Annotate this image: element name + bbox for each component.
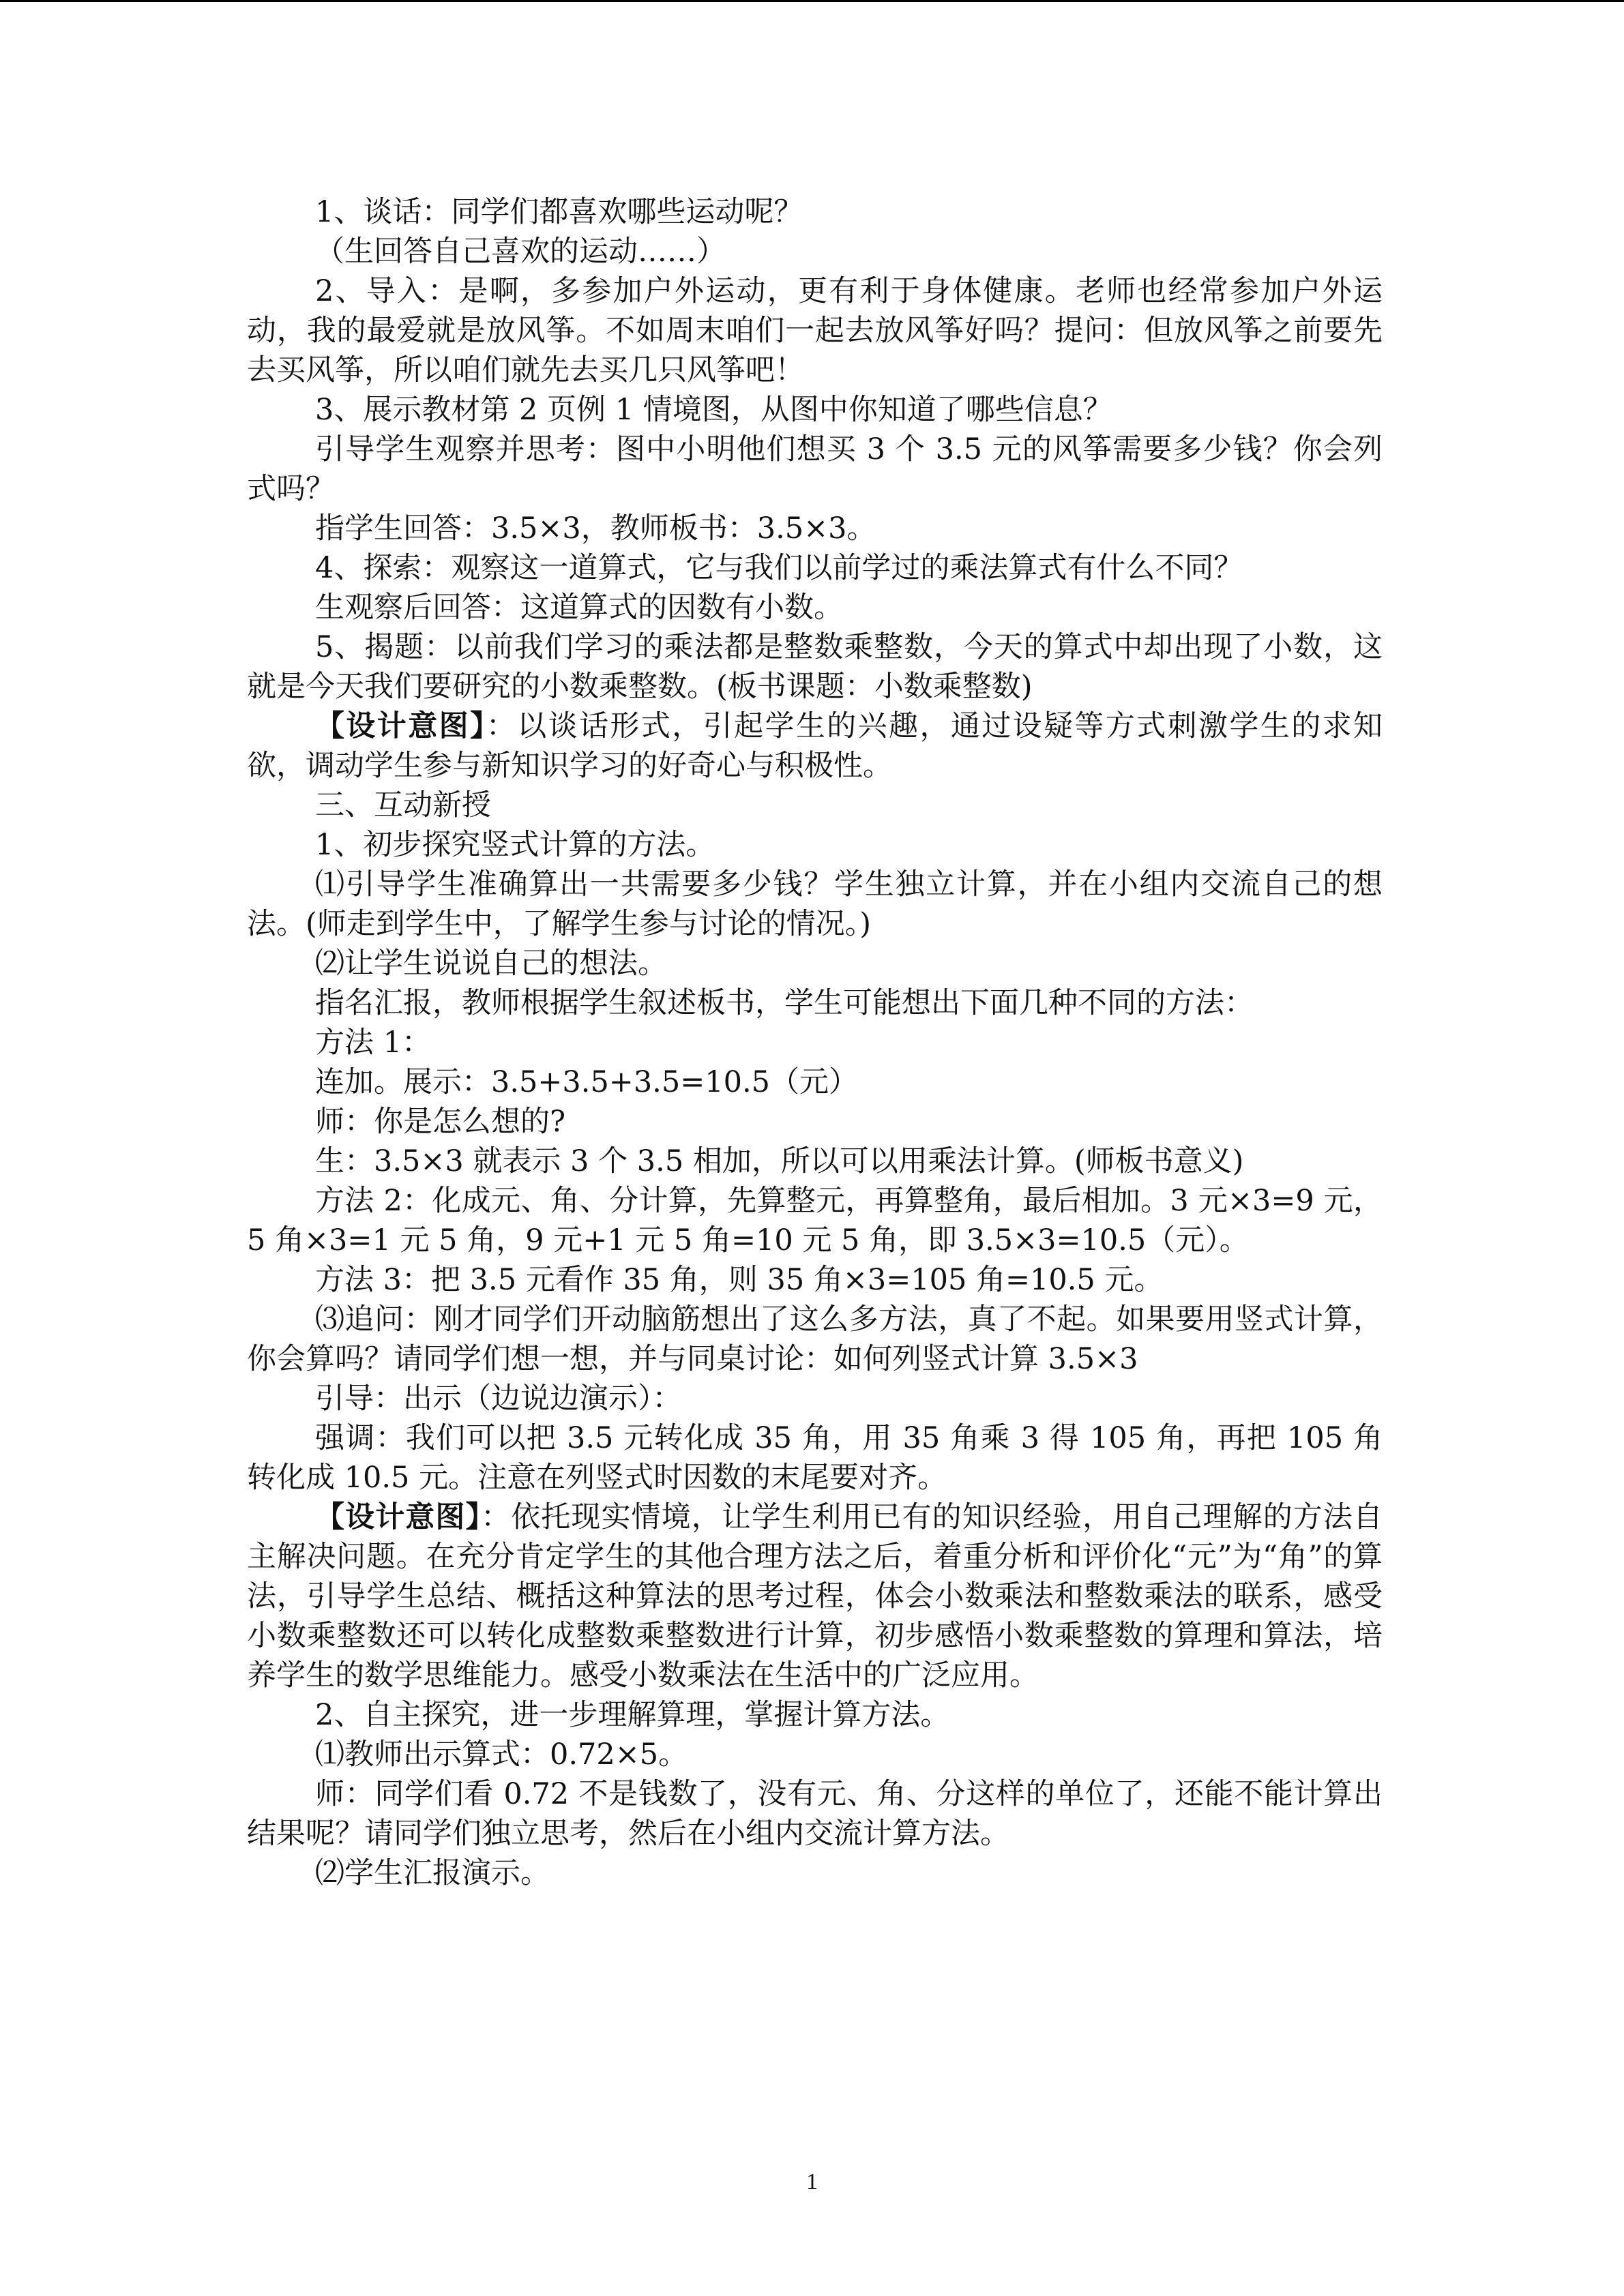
paragraph-student-reply: 指学生回答：3.5×3，教师板书：3.5×3。: [315, 511, 876, 546]
paragraph-step-1: ⑴引导学生准确算出一共需要多少钱？学生独立计算，并在小组内交流自己的想法。(师走到学生中，了解学生参与讨论的情况。): [247, 867, 1383, 941]
paragraph-guide-show: 引导：出示（边说边演示）：: [315, 1382, 682, 1416]
design-intent-text: ：依托现实情境，让学生利用已有的知识经验，用自己理解的方法自主解决问题。在充分肯定学生的其他合理方法之后，着重分析和评价化“元”为“角”的算法，引导学生总结、概括这种算法的思考过程，体会小数乘法和整数乘法的联系，感受小数乘整数还可以转化成整数乘整数进行计算，初步感悟小数乘整数的算理和算法，培养学生的数学思维能力。感受小数乘法在生活中的广泛应用。: [247, 1500, 1383, 1693]
paragraph-reveal-topic: 5、揭题：以前我们学习的乘法都是整数乘整数，今天的算式中却出现了小数，这就是今天我们要研究的小数乘整数。(板书课题：小数乘整数): [247, 630, 1383, 704]
paragraph-student-demo: ⑵学生汇报演示。: [315, 1856, 550, 1890]
paragraph-method-1-addition: 连加。展示：3.5+3.5+3.5=10.5（元）: [315, 1065, 858, 1099]
paragraph-emphasis: 强调：我们可以把 3.5 元转化成 35 角，用 35 角乘 3 得 105 角，再把 105 角转化成 10.5 元。注意在列竖式时因数的末尾要对齐。: [247, 1421, 1383, 1495]
paragraph-method-1-title: 方法 1：: [315, 1026, 432, 1060]
top-border-line: [0, 0, 1624, 2]
design-intent-label: 【设计意图】: [315, 1500, 482, 1534]
section-heading-interactive-teaching: 三、互动新授: [315, 788, 491, 822]
paragraph-self-explore: 2、自主探究，进一步理解算理，掌握计算方法。: [315, 1698, 950, 1732]
paragraph-guide-observe: 引导学生观察并思考：图中小明他们想买 3 个 3.5 元的风筝需要多少钱？你会列式吗？: [247, 432, 1383, 506]
document-body: [247, 192, 1383, 1893]
paragraph-explore: 4、探索：观察这一道算式，它与我们以前学过的乘法算式有什么不同？: [315, 551, 1243, 585]
design-intent-label: 【设计意图】: [315, 709, 486, 743]
paragraph-show-expression: ⑴教师出示算式：0.72×5。: [315, 1738, 688, 1772]
paragraph-step-2: ⑵让学生说说自己的想法。: [315, 946, 667, 981]
design-intent-text: ：以谈话形式，引起学生的兴趣，通过设疑等方式刺激学生的求知欲，调动学生参与新知识学习的好奇心与积极性。: [247, 709, 1383, 783]
paragraph-teacher-prompt: 师：同学们看 0.72 不是钱数了，没有元、角、分这样的单位了，还能不能计算出结果呢？请同学们独立思考，然后在小组内交流计算方法。: [247, 1777, 1383, 1851]
paragraph-design-intent-2: [247, 1497, 1383, 1695]
paragraph-method-3: 方法 3：把 3.5 元看作 35 角，则 35 角×3=105 角=10.5 元。: [315, 1263, 1164, 1297]
paragraph-show-textbook: 3、展示教材第 2 页例 1 情境图，从图中你知道了哪些信息？: [315, 393, 1112, 427]
page-number: 1: [806, 2169, 818, 2194]
paragraph-lead-in: 2、导入：是啊，多参加户外运动，更有利于身体健康。老师也经常参加户外运动，我的最爱就是放风筝。不如周末咱们一起去放风筝好吗？提问：但放风筝之前要先去买风筝，所以咱们就先去买几只风筝吧！: [247, 274, 1383, 387]
paragraph-design-intent-1: [247, 706, 1383, 786]
paragraph-intro-talk: 1、谈话：同学们都喜欢哪些运动呢？: [315, 195, 803, 229]
paragraph-vertical-method: 1、初步探究竖式计算的方法。: [315, 828, 715, 862]
paragraph-report: 指名汇报，教师根据学生叙述板书，学生可能想出下面几种不同的方法：: [315, 986, 1254, 1020]
paragraph-observe-answer: 生观察后回答：这道算式的因数有小数。: [315, 591, 843, 625]
paragraph-student-answer: （生回答自己喜欢的运动……）: [315, 235, 726, 269]
paragraph-student-explain: 生：3.5×3 就表示 3 个 3.5 相加，所以可以用乘法计算。(师板书意义): [315, 1144, 1244, 1178]
paragraph-teacher-question: 师：你是怎么想的?: [315, 1105, 566, 1139]
paragraph-step-3: ⑶追问：刚才同学们开动脑筋想出了这么多方法，真了不起。如果要用竖式计算，你会算吗？请同学们想一想，并与同桌讨论：如何列竖式计算 3.5×3: [247, 1302, 1383, 1376]
paragraph-method-2: 方法 2：化成元、角、分计算，先算整元，再算整角，最后相加。3 元×3=9 元，5 角×3=1 元 5 角，9 元+1 元 5 角=10 元 5 角，即 3.5×3=10.5（元）。: [247, 1184, 1383, 1257]
